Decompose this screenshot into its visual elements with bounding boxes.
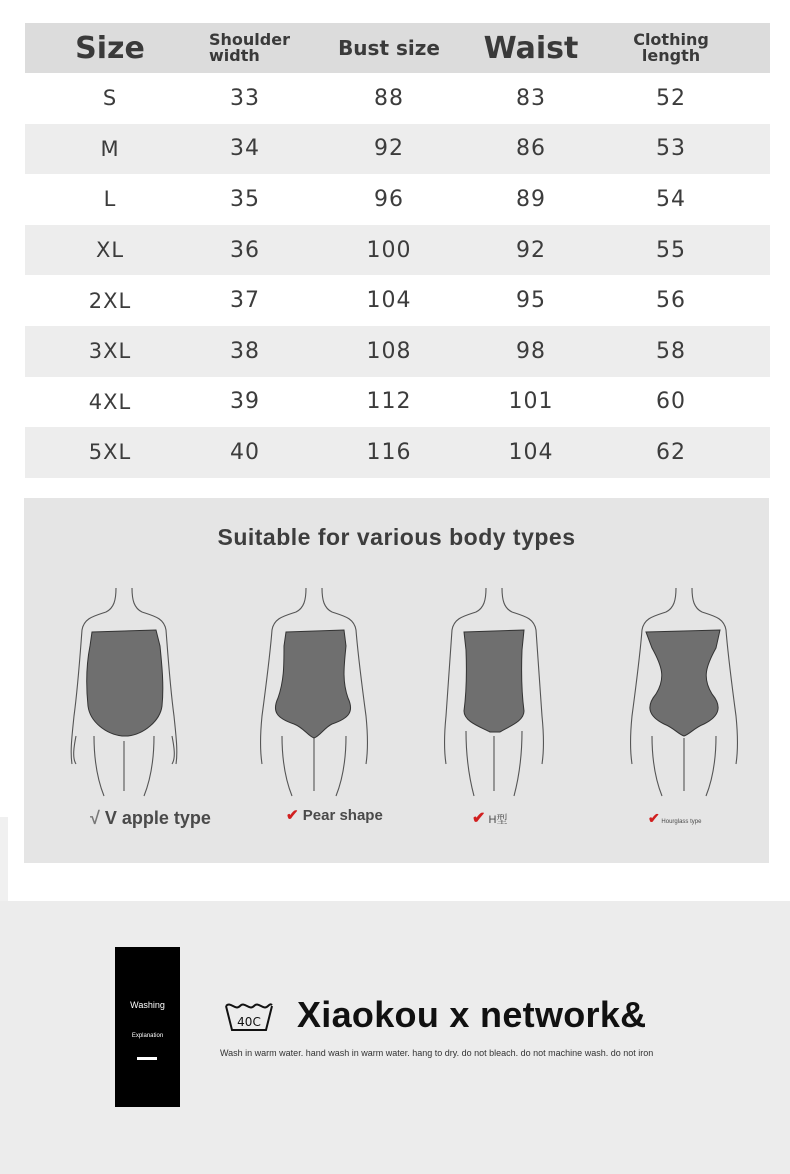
clothing-length-cell: 58 — [656, 338, 686, 364]
size-cell: 4XL — [88, 389, 132, 414]
shoulder-width-cell: 39 — [230, 389, 260, 415]
header-length-line1: Clothing — [633, 30, 709, 49]
bust-size-cell: 100 — [366, 237, 412, 263]
pear-shape-text: Pear shape — [302, 807, 383, 824]
h-body-illustration — [434, 586, 554, 801]
hourglass-type-text: Hourglass type — [661, 819, 702, 825]
washing-instructions: Wash in warm water. hand wash in warm water. hang to dry. do not bleach. do not machine wash. do not iron — [220, 1048, 654, 1058]
check-icon: √ — [90, 808, 100, 828]
clothing-length-cell: 52 — [656, 85, 686, 111]
header-clothing-length — [585, 32, 757, 64]
wash-tub-icon — [224, 1000, 274, 1032]
hourglass-body-illustration — [624, 586, 744, 801]
size-cell: 3XL — [88, 339, 132, 364]
body-types-title: Suitable for various body types — [217, 524, 576, 550]
washing-divider — [137, 1057, 157, 1060]
clothing-length-cell: 62 — [656, 439, 686, 465]
pear-body-illustration — [254, 586, 374, 801]
header-bust-size: Bust size — [338, 36, 440, 60]
h-body-figure — [434, 586, 554, 801]
size-table-header — [25, 23, 770, 73]
washing-subtitle: Explanation — [131, 1033, 164, 1039]
bust-size-cell: 116 — [366, 439, 412, 465]
size-cell: 5XL — [88, 440, 132, 465]
washing-section — [0, 901, 790, 1174]
check-icon: ✔ — [648, 810, 660, 826]
waist-cell: 104 — [508, 439, 554, 465]
wash-temperature: 40C — [237, 1015, 261, 1029]
size-row — [25, 225, 770, 276]
bust-size-cell: 112 — [366, 389, 412, 415]
check-icon: ✔ — [286, 807, 299, 824]
size-row — [25, 377, 770, 428]
hourglass-body-figure — [624, 586, 744, 801]
clothing-length-cell: 54 — [656, 186, 686, 212]
waist-cell: 92 — [516, 237, 546, 263]
header-length-line2: length — [641, 46, 701, 65]
body-types-panel — [24, 498, 769, 863]
apple-body-illustration — [64, 586, 184, 801]
bust-size-cell: 104 — [366, 288, 412, 314]
header-shoulder-line1: Shoulder — [209, 30, 290, 49]
size-row — [25, 427, 770, 478]
bust-size-cell: 88 — [374, 85, 404, 111]
waist-cell: 89 — [516, 186, 546, 212]
bust-size-cell: 96 — [374, 186, 404, 212]
washing-label-box — [115, 947, 180, 1107]
brand-title: Xiaokou x network& — [297, 994, 647, 1035]
apple-type-text: V apple type — [104, 808, 211, 828]
header-shoulder-width — [189, 32, 301, 64]
washing-title: Washing — [130, 1000, 165, 1010]
header-shoulder-line2: width — [209, 46, 260, 65]
header-waist: Waist — [483, 30, 579, 66]
shoulder-width-cell: 35 — [230, 186, 260, 212]
size-row — [25, 124, 770, 175]
size-row — [25, 174, 770, 225]
waist-cell: 83 — [516, 85, 546, 111]
bust-size-cell: 92 — [374, 136, 404, 162]
pear-body-figure — [254, 586, 374, 801]
clothing-length-cell: 56 — [656, 288, 686, 314]
size-row — [25, 326, 770, 377]
size-row — [25, 275, 770, 326]
shoulder-width-cell: 36 — [230, 237, 260, 263]
header-size: Size — [75, 30, 145, 66]
waist-cell: 95 — [516, 288, 546, 314]
size-row — [25, 73, 770, 124]
bust-size-cell: 108 — [366, 338, 412, 364]
clothing-length-cell: 60 — [656, 389, 686, 415]
clothing-length-cell: 53 — [656, 136, 686, 162]
h-type-text: H型 — [488, 814, 508, 826]
apple-body-figure — [64, 586, 184, 801]
waist-cell: 86 — [516, 136, 546, 162]
h-type-label — [472, 808, 507, 828]
pear-shape-label — [286, 806, 383, 824]
size-cell: XL — [95, 238, 125, 263]
check-icon: ✔ — [472, 810, 486, 827]
hourglass-type-label — [648, 810, 701, 827]
size-cell: 2XL — [88, 288, 132, 313]
shoulder-width-cell: 34 — [230, 136, 260, 162]
edge-strip — [0, 817, 8, 901]
size-cell: M — [100, 136, 120, 161]
size-cell: L — [103, 187, 117, 212]
size-cell: S — [102, 86, 118, 111]
size-table — [25, 23, 770, 478]
shoulder-width-cell: 33 — [230, 85, 260, 111]
apple-type-label — [90, 808, 211, 829]
shoulder-width-cell: 38 — [230, 338, 260, 364]
shoulder-width-cell: 37 — [230, 288, 260, 314]
waist-cell: 98 — [516, 338, 546, 364]
shoulder-width-cell: 40 — [230, 439, 260, 465]
clothing-length-cell: 55 — [656, 237, 686, 263]
waist-cell: 101 — [508, 389, 554, 415]
